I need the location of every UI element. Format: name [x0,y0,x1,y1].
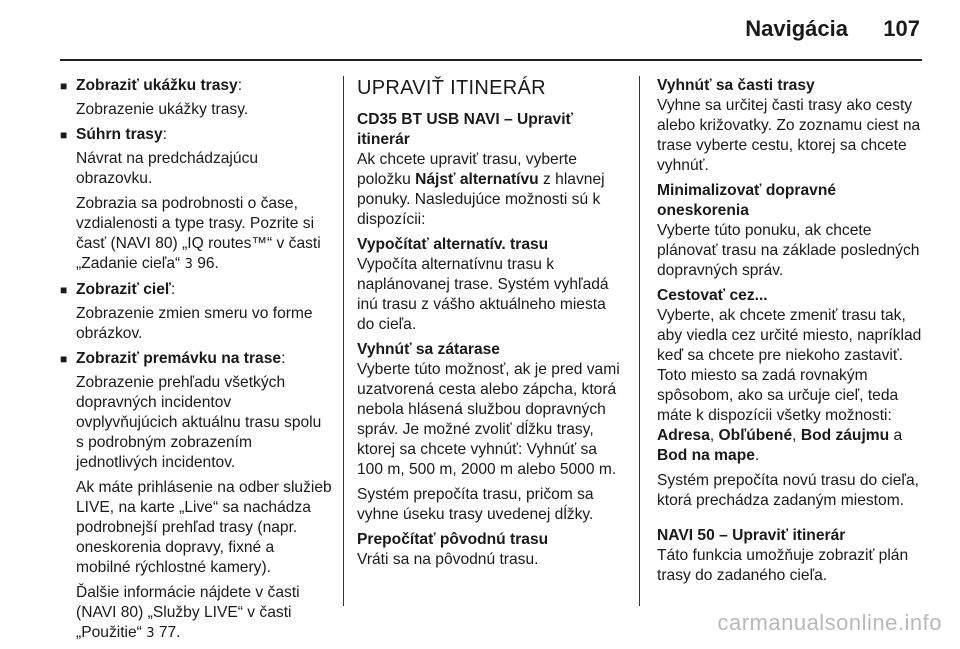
separator: . [754,447,760,464]
option-description: Táto funkcia umožňuje zobraziť plán trasy do zadaného cieľa. [657,547,909,584]
colon: : [281,350,286,367]
menu-option-label: Zobraziť premávku na trase [76,350,282,367]
bullet-description: Zobrazenie zmien smeru vo forme obrázkov. [76,305,313,342]
page-reference-icon: 3 [184,257,193,272]
option-description: Systém prepočíta novú trasu do cieľa, ktorá prechádza zadaným miestom. [657,472,919,509]
bullet-description [60,583,332,644]
option-title: Vypočítať alternatív. trasu [357,236,549,253]
separator: a [889,427,903,444]
option-description: Vyberte túto ponuku, ak chcete plánovať trasu na základe posledných dopravných správ. [657,222,920,279]
option-description: Systém prepočíta trasu, pričom sa vyhne úseku trasy uvedenej dĺžky. [357,486,594,523]
section-title: Navigácia [745,16,848,41]
colon: : [162,126,168,143]
page-reference: 96. [197,255,219,272]
option-title: Minimalizovať dopravné oneskorenia [657,182,837,219]
bullet-item [60,280,332,300]
description-text: Vyberte, ak chcete zmeniť trasu tak, aby viedla cez určité miesto, napríklad keď sa chcete pre niekoho zastaviť. Toto miesto sa zadá rovnakým spôsobom, ako sa určuje cieľ, teda máte k dispozícii všetky možnosti: [657,307,922,424]
option-description [657,306,925,466]
intro-paragraph [357,150,627,230]
bullet-item [60,349,332,369]
option-description: Vráti sa na pôvodnú trasu. [357,551,539,568]
colon: : [237,77,243,94]
bullet-item [60,125,332,145]
description-text: Zobrazia sa podrobnosti o čase, vzdialenosti a type trasy. Pozrite si časť (NAVI 80) „IQ routes™“ v časti „Zadanie cieľa“ [76,195,321,272]
subsection-heading: CD35 BT USB NAVI – Upraviť itinerár [357,111,574,148]
header-divider [60,59,922,61]
menu-option-label: Nájsť alternatívu [415,171,539,188]
option-title: Vyhnúť sa časti trasy [657,77,815,94]
column-divider [343,76,344,606]
menu-option-label: Zobraziť cieľ [76,281,171,298]
menu-option-label: Obľúbené [718,427,793,444]
bullet-item [60,76,332,96]
column-middle [357,76,627,575]
page-reference-icon: 3 [146,626,155,641]
bullet-description: Ak máte prihlásenie na odber služieb LIVE, na karte „Live“ sa nachádza podrobnejší prehľad trasy (napr. oneskorenia dopravy, fixné a mobilné rýchlostné kamery). [76,479,332,576]
bullet-description: Návrat na predchádzajúcu obrazovku. [76,150,259,187]
column-left [60,76,332,649]
option-title: Cestovať cez... [657,287,768,304]
menu-option-label: Bod na mape [657,447,755,464]
page-header [0,0,960,60]
option-title: Prepočítať pôvodnú trasu [357,531,549,548]
page-reference: 77. [158,624,181,641]
description-text: Ďalšie informácie nájdete v časti (NAVI 80) „Služby LIVE“ v časti „Použitie“ [76,584,300,641]
section-heading: UPRAVIŤ ITINERÁR [357,77,546,99]
menu-option-label: Bod záujmu [800,427,890,444]
separator: , [709,427,719,444]
page-number: 107 [883,16,920,41]
watermark: carmanualsonline.info [717,610,942,635]
column-right [657,76,925,591]
column-divider [639,76,640,606]
bullet-description [60,194,332,275]
menu-option-label: Súhrn trasy [76,126,163,143]
option-title: Vyhnúť sa zátarase [357,341,500,358]
subsection-heading: NAVI 50 – Upraviť itinerár [657,527,846,544]
option-description: Vyberte túto možnosť, ak je pred vami uzatvorená cesta alebo zápcha, ktorá nebola hlásená službou dopravných správ. Je možné zvoliť dĺžku trasy, ktorej sa chcete vyhnúť: Vyhnúť sa 100 m, 500 m, 2000 m alebo 5000 m. [357,361,620,478]
bullet-description: Zobrazenie prehľadu všetkých dopravných incidentov ovplyvňujúcich aktuálnu trasu spolu s podrobným zobrazením jednotlivých incidentov. [76,374,322,471]
bullet-description: Zobrazenie ukážky trasy. [76,101,249,118]
colon: : [170,281,176,298]
menu-option-label: Adresa [657,427,710,444]
option-description: Vyhne sa určitej časti trasy ako cesty alebo križovatky. Zo zoznamu ciest na trase vyberte cestu, ktorej sa chcete vyhnúť. [657,97,921,174]
menu-option-label: Zobraziť ukážku trasy [76,77,238,94]
option-description: Vypočíta alternatívnu trasu k naplánovanej trase. Systém vyhľadá inú trasu z vášho aktuálneho miesta do cieľa. [357,256,609,333]
intro-text: z hlavnej ponuky. Nasledujúce možnosti sú k dispozícii: [357,171,605,228]
intro-text: Ak chcete upraviť trasu, vyberte položku [357,151,577,188]
separator: , [792,427,801,444]
